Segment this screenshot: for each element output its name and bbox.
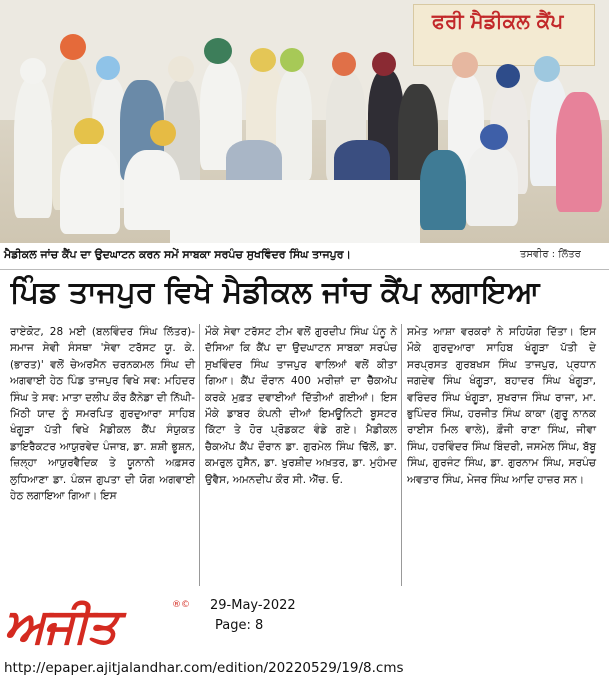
turban (74, 118, 104, 146)
news-photo (0, 0, 609, 243)
turban (60, 34, 86, 60)
person-figure (60, 144, 120, 234)
page-number: Page: 8 (215, 618, 264, 633)
edition-date: 29-May-2022 (210, 598, 296, 613)
article-body (10, 324, 600, 586)
person-figure (466, 146, 518, 226)
camp-banner (413, 4, 595, 66)
person-figure (334, 140, 390, 184)
registered-mark: ®© (172, 600, 190, 610)
photo-caption: ਮੈਡੀਕਲ ਜਾਂਚ ਕੈਂਪ ਦਾ ਉਦਘਾਟਨ ਕਰਨ ਸਮੇਂ ਸਾਬਕਾ ਸਰਪੰਚ ਸੁਖਵਿੰਦਰ ਸਿੰਘ ਤਾਜਪੁਰ। (4, 248, 351, 261)
source-url: http://epaper.ajitjalandhar.com/edition/20220529/19/8.cms (4, 660, 404, 676)
caption-bar (0, 243, 609, 270)
turban (150, 120, 176, 146)
person-figure (226, 140, 282, 184)
photo-credit: ਤਸਵੀਰ : ਲਿੱਤਰ (520, 249, 581, 260)
article-headline: ਪਿੰਡ ਤਾਜਪੁਰ ਵਿਖੇ ਮੈਡੀਕਲ ਜਾਂਚ ਕੈਂਪ ਲਗਾਇਆ (10, 275, 540, 310)
article-column: ਮੌਕੇ ਸੇਵਾ ਟਰੱਸਟ ਟੀਮ ਵਲੋਂ ਗੁਰਦੀਪ ਸਿੰਘ ਪੰਨੂ ਨੇ ਦੱਸਿਆ ਕਿ ਕੈਂਪ ਦਾ ਉਦਘਾਟਨ ਸਾਬਕਾ ਸਰਪੰਚ ਸੁਖਵਿੰਦਰ ਸਿੰਘ ਤਾਜਪੁਰ ਵਾਲਿਆਂ ਵਲੋਂ ਕੀਤਾ ਗਿਆ। ਕੈਂਪ ਦੌਰਾਨ 400 ਮਰੀਜ਼ਾਂ ਦਾ ਚੈੱਕਅੱਪ ਕਰਕੇ ਮੁਫ਼ਤ ਦਵਾਈਆਂ ਦਿੱਤੀਆਂ ਗਈਆਂ। ਇਸ ਮੌਕੇ ਡਾਬਰ ਕੰਪਨੀ ਦੀਆਂ ਇਮਊਨਿਟੀ ਬੂਸਟਰ ਕਿੱਟਾ ਤੇ ਹੋਰ ਪ੍ਰੋਡਕਟ ਵੰਡੇ ਗਏ। ਮੈਡੀਕਲ ਚੈਕਅੱਪ ਕੈਂਪ ਦੌਰਾਨ ਡਾ. ਗੁਰਮੇਲ ਸਿੰਘ ਢਿੱਲੋਂ, ਡਾ. ਕਮਰੁਲ ਹੁਸੈਨ, ਡਾ. ਖੁਰਸ਼ੀਦ ਅਖ਼ਤਰ, ਡਾ. ਮੁਹੰਮਦ ਉਵੈਸ, ਅਮਨਦੀਪ ਕੌਰ ਸੀ. ਐੱਚ. ਓ. (205, 324, 402, 586)
turban (452, 52, 478, 78)
turban (204, 38, 232, 64)
article-column: ਸਮੇਤ ਆਸ਼ਾ ਵਰਕਰਾਂ ਨੇ ਸਹਿਯੋਗ ਦਿੱਤਾ। ਇਸ ਮੌਕੇ ਗੁਰਦੁਆਰਾ ਸਾਹਿਬ ਖੰਗੂੜਾ ਪੱਤੀ ਦੇ ਸਰਪ੍ਰਸਤ ਗੁਰਬਖਸ ਸਿੰਘ ਤਾਜਪੁਰ, ਪ੍ਰਧਾਨ ਜਗਦੇਵ ਸਿੰਘ ਖੰਗੂੜਾ, ਬਹਾਦਰ ਸਿੰਘ ਖੰਗੂੜਾ, ਵਰਿੰਦਰ ਸਿੰਘ ਖੰਗੂੜਾ, ਸੁਖਰਾਜ ਸਿੰਘ ਰਾਜਾ, ਮਾ. ਭੁਪਿੰਦਰ ਸਿੰਘ, ਹਰਜੀਤ ਸਿੰਘ ਕਾਕਾ (ਗੁਰੂ ਨਾਨਕ ਰਾਈਸ ਮਿਲ ਵਾਲੇ), ਫ਼ੌਜੀ ਰਾਣਾ ਸਿੰਘ, ਜੀਵਾ ਸਿੰਘ, ਹਰਵਿੰਦਰ ਸਿੰਘ ਬਿੰਦਰੀ, ਜਸਮੇਲ ਸਿੰਘ, ਬੱਬੂ ਸਿੰਘ, ਗੁਰਜੰਟ ਸਿੰਘ, ਡਾ. ਗੁਰਨਾਮ ਸਿੰਘ, ਸਰਪੰਚ ਅਵਤਾਰ ਸਿੰਘ, ਮੇਜਰ ਸਿੰਘ ਆਦਿ ਹਾਜ਼ਰ ਸਨ। (407, 326, 596, 486)
turban (534, 56, 560, 82)
turban (280, 48, 304, 72)
turban (332, 52, 356, 76)
turban (96, 56, 120, 80)
person-figure (556, 92, 602, 212)
turban (20, 58, 46, 84)
turban (250, 48, 276, 72)
turban (168, 56, 194, 82)
article-column: ਰਾਏਕੋਟ, 28 ਮਈ (ਬਲਵਿੰਦਰ ਸਿੰਘ ਲਿੱਤਰ)-ਸਮਾਜ ਸੇਵੀ ਸੰਸਥਾ 'ਸੇਵਾ ਟਰੱਸਟ ਯੂ. ਕੇ. (ਭਾਰਤ)' ਵਲੋਂ ਚੇਅਰਮੈਨ ਚਰਨਕਮਲ ਸਿੰਘ ਦੀ ਅਗਵਾਈ ਹੇਠ ਪਿੰਡ ਤਾਜਪੁਰ ਵਿਖੇ ਸਵ: ਮਹਿਦਰ ਸਿੰਘ ਤੇ ਸਵ: ਮਾਤਾ ਦਲੀਪ ਕੌਰ ਕੈਨੇਡਾ ਦੀ ਨਿੱਘੀ-ਮਿੱਠੀ ਯਾਦ ਨੂੰ ਸਮਰਪਿਤ ਗੁਰਦੁਆਰਾ ਸਾਹਿਬ ਖੰਗੂੜਾ ਪੱਤੀ ਵਿਖੇ ਮੈਡੀਕਲ ਕੈਂਪ ਸੰਯੁਕਤ ਡਾਇਰੈਕਟਰ ਆਯੁਰਵੇਦ ਪੰਜਾਬ, ਡਾ. ਸ਼ਸ਼ੀ ਭੂਸ਼ਨ, ਜ਼ਿਲ੍ਹਾ ਆਯੁਰਵੈਦਿਕ ਤੇ ਯੂਨਾਨੀ ਅਫ਼ਸਰ ਲੁਧਿਆਣਾ ਡਾ. ਪੰਕਜ ਗੁਪਤਾ ਦੀ ਯੋਗ ਅਗਵਾਈ ਹੇਠ ਲਗਾਇਆ ਗਿਆ। ਇਸ (10, 324, 200, 586)
turban (372, 52, 396, 76)
ajit-logo: ਅਜੀਤ (4, 598, 116, 654)
banner-title: ਫਰੀ ਮੈਡੀਕਲ ਕੈਂਪ (432, 9, 564, 33)
turban (480, 124, 508, 150)
person-figure (420, 150, 466, 230)
camp-table (170, 180, 420, 243)
person-figure (14, 78, 52, 218)
turban (496, 64, 520, 88)
